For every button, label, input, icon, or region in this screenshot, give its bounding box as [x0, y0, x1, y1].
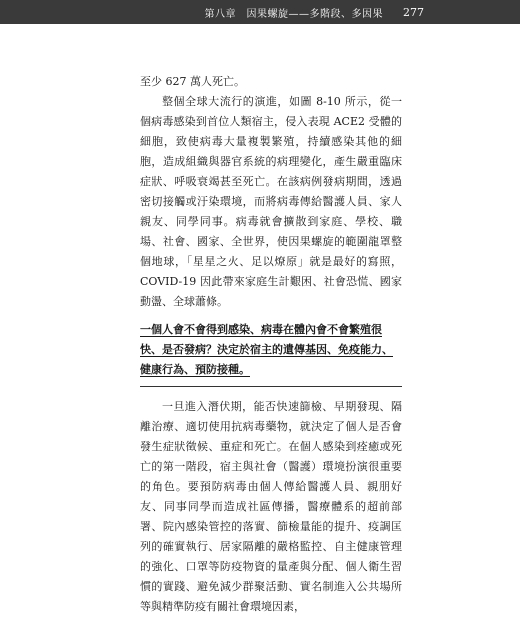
paragraph-pandemic-evolution: 整個全球大流行的演進，如圖 8-10 所示，從一個病毒感染到首位人類宿主，侵入表現 ACE2 受體的細胞，致使病毒大量複製繁殖，持續感染其他的細胞，造成組織與器官系統的病理變化，產生嚴重臨床症狀、呼吸衰竭甚至死亡。在該病例發病期間，透過密切接觸或汙染環境，而將病毒傳給醫護人員、家人親友、同學同事。病毒就會擴散到家庭、學校、職場、社會、國家、全世界，使因果螺旋的範圍龍罩整個地球，「星星之火、足以燎原」就是最好的寫照，COVID-19 因此帶來家庭生計艱困、社會恐慌、國家動盪、全球蕭條。	[140, 95, 402, 308]
running-header	[0, 0, 520, 24]
chapter-title: 第八章 因果螺旋——多階段、多因果	[204, 8, 383, 20]
pull-quote: 一個人會不會得到感染、病毒在體內會不會繁殖很快、是否發病？決定於宿主的遺傳基因、免疫能力、健康行為、預防接種。	[140, 320, 402, 387]
page-number: 277	[403, 5, 424, 19]
paragraph-incubation: 一旦進入潛伏期，能否快速篩檢、早期發現、隔離治療、適切使用抗病毒藥物，就決定了個人是否會發生症狀徵候、重症和死亡。在個人感染到痊癒或死亡的第一階段，宿主與社會（醫護）環境扮演很重要的角色。要預防病毒由個人傳給醫護人員、親朋好友、同事同學而造成社區傳播，醫療體系的超前部署、院內感染管控的落實、篩檢量能的提升、疫調匡列的確實執行、居家隔離的嚴格監控、自主健康管理的強化、口罩等防疫物資的量產與分配、個人衛生習慣的實踐、避免減少群聚活動、實名制進入公共場所等與精準防疫有關社會環境因素，	[140, 400, 402, 613]
page-body	[140, 72, 402, 617]
paragraph-continuation: 至少 627 萬人死亡。	[140, 75, 245, 88]
